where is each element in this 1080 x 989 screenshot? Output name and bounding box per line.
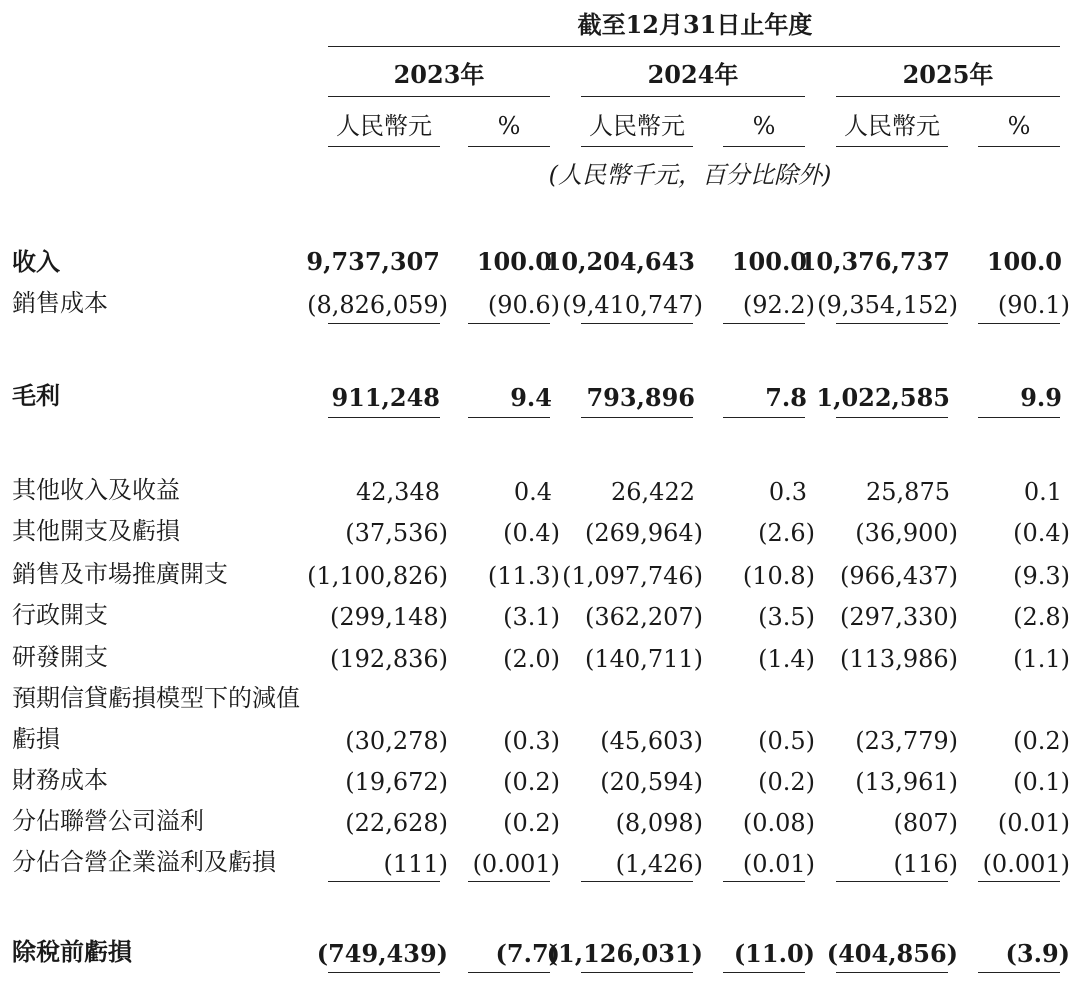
cell-value: 25,875 (866, 478, 950, 506)
cell-value: (113,986) (840, 645, 958, 673)
cell-value: (192,836) (330, 645, 448, 673)
cell-value: (299,148) (330, 603, 448, 631)
cell-value: (1,100,826) (307, 562, 448, 590)
cell-value: (22,628) (345, 809, 448, 837)
row-label-share-joint-ventures: 分佔合營企業溢利及虧損 (12, 848, 276, 876)
cell-percent: (9.3) (1013, 562, 1070, 590)
cell-percent: (11.0) (733, 939, 815, 968)
row-label-cost-of-sales: 銷售成本 (12, 289, 108, 317)
cell-value: 793,896 (586, 383, 695, 412)
cell-percent: (11.3) (487, 562, 560, 590)
cell-percent: (2.0) (503, 645, 560, 673)
year-header-2023: 2023年 (393, 60, 485, 89)
cell-value: (749,439) (316, 939, 448, 968)
cell-percent: (0.5) (758, 727, 815, 755)
cell-value: (23,779) (855, 727, 958, 755)
cell-value: (9,410,747) (562, 291, 703, 319)
row-label-revenue: 收入 (12, 247, 60, 276)
cell-percent: (2.8) (1013, 603, 1070, 631)
cell-percent: 0.4 (513, 478, 552, 506)
cell-value: (30,278) (345, 727, 448, 755)
cell-percent: (3.9) (1005, 939, 1070, 968)
cell-value: (8,826,059) (307, 291, 448, 319)
currency-header-2025: 人民幣元 (844, 112, 940, 140)
cell-percent: (0.2) (503, 809, 560, 837)
cell-value: (297,330) (840, 603, 958, 631)
currency-header-2024: 人民幣元 (589, 112, 685, 140)
cell-percent: 100.0 (986, 247, 1062, 276)
cell-value: (116) (893, 850, 958, 878)
cell-value: (966,437) (840, 562, 958, 590)
cell-percent: (0.2) (758, 768, 815, 796)
cell-percent: (3.1) (503, 603, 560, 631)
cell-percent: (1.1) (1013, 645, 1070, 673)
cell-value: 42,348 (356, 478, 440, 506)
cell-percent: (90.1) (997, 291, 1070, 319)
cell-value: 911,248 (331, 383, 440, 412)
cell-percent: 9.4 (510, 383, 552, 412)
cell-percent: (0.01) (997, 809, 1070, 837)
cell-percent: (90.6) (487, 291, 560, 319)
cell-value: (20,594) (600, 768, 703, 796)
cell-value: (45,603) (600, 727, 703, 755)
cell-percent: 7.8 (765, 383, 807, 412)
cell-percent: (0.1) (1013, 768, 1070, 796)
cell-percent: (0.2) (1013, 727, 1070, 755)
cell-percent: 0.3 (768, 478, 807, 506)
row-label-admin-expenses: 行政開支 (12, 601, 108, 629)
cell-value: (404,856) (826, 939, 958, 968)
cell-value: 10,376,737 (799, 247, 950, 276)
row-label-loss-before-tax: 除稅前虧損 (12, 937, 132, 966)
cell-value: (269,964) (585, 519, 703, 547)
cell-value: 9,737,307 (306, 247, 440, 276)
percent-header-2024: % (752, 112, 776, 140)
cell-value: (140,711) (585, 645, 703, 673)
cell-value: (37,536) (345, 519, 448, 547)
year-header-2024: 2024年 (647, 60, 739, 89)
cell-value: (807) (893, 809, 958, 837)
row-label-finance-costs: 財務成本 (12, 766, 108, 794)
cell-percent: (0.001) (472, 850, 560, 878)
row-label-selling-marketing: 銷售及市場推廣開支 (12, 560, 228, 588)
cell-value: (8,098) (615, 809, 703, 837)
year-header-2025: 2025年 (902, 60, 994, 89)
row-label-other-income: 其他收入及收益 (12, 476, 180, 504)
cell-percent: 100.0 (731, 247, 807, 276)
cell-percent: (0.2) (503, 768, 560, 796)
cell-percent: 100.0 (476, 247, 552, 276)
percent-header-2025: % (1007, 112, 1031, 140)
cell-value: (1,097,746) (562, 562, 703, 590)
cell-percent: 9.9 (1020, 383, 1062, 412)
cell-percent: (0.3) (503, 727, 560, 755)
row-label-share-associates: 分佔聯營公司溢利 (12, 807, 204, 835)
cell-percent: (7.7) (495, 939, 560, 968)
cell-percent: (3.5) (758, 603, 815, 631)
currency-header-2023: 人民幣元 (336, 112, 432, 140)
cell-value: 26,422 (611, 478, 695, 506)
cell-value: (1,426) (615, 850, 703, 878)
cell-value: (111) (383, 850, 448, 878)
row-label-impairment-line2: 虧損 (12, 725, 60, 753)
cell-percent: (2.6) (758, 519, 815, 547)
cell-percent: (1.4) (758, 645, 815, 673)
cell-value: (19,672) (345, 768, 448, 796)
cell-value: 10,204,643 (544, 247, 695, 276)
cell-percent: (0.4) (503, 519, 560, 547)
cell-percent: (0.08) (742, 809, 815, 837)
cell-percent: (10.8) (742, 562, 815, 590)
cell-percent: (0.001) (982, 850, 1070, 878)
cell-percent: (92.2) (742, 291, 815, 319)
row-label-rnd-expenses: 研發開支 (12, 643, 108, 671)
cell-percent: 0.1 (1023, 478, 1062, 506)
cell-value: (9,354,152) (817, 291, 958, 319)
cell-value: (36,900) (855, 519, 958, 547)
cell-percent: (0.01) (742, 850, 815, 878)
unit-note: (人民幣千元，百分比除外) (548, 161, 832, 189)
percent-header-2023: % (497, 112, 521, 140)
row-label-impairment-line1: 預期信貸虧損模型下的減值 (12, 684, 300, 712)
cell-value: (13,961) (855, 768, 958, 796)
row-label-gross-profit: 毛利 (12, 381, 60, 410)
cell-percent: (0.4) (1013, 519, 1070, 547)
row-label-other-expenses: 其他開支及虧損 (12, 517, 180, 545)
cell-value: (362,207) (585, 603, 703, 631)
cell-value: 1,022,585 (816, 383, 950, 412)
cell-value: (1,126,031) (546, 939, 703, 968)
period-header: 截至12月31日止年度 (577, 10, 813, 39)
